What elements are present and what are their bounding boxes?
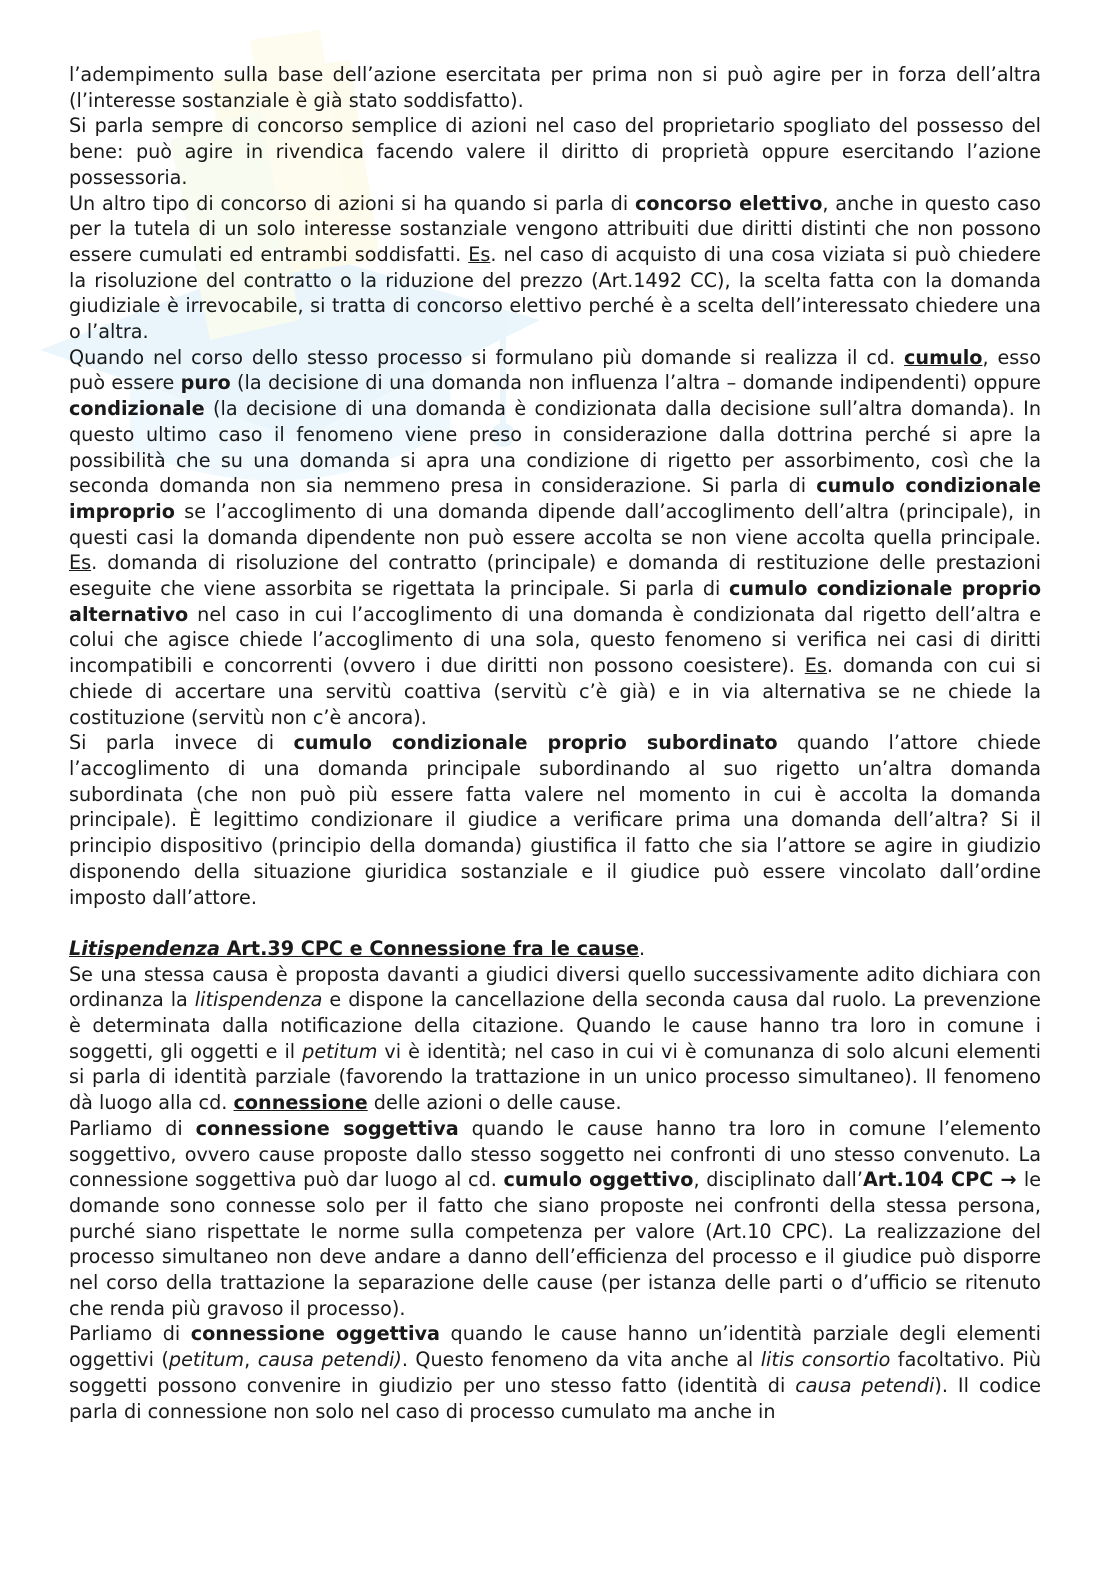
term-connessione-oggettiva: connessione oggettiva <box>190 1322 441 1346</box>
term-cumulo: cumulo <box>904 345 983 369</box>
term-connessione-soggettiva: connessione soggettiva <box>195 1116 459 1140</box>
paragraph-2: Si parla sempre di concorso semplice di azioni nel caso del proprietario spogliato del possesso del bene: può agire in rivendica facendo valere il diritto di proprietà oppure esercitando l’azione possessoria. <box>69 114 1041 189</box>
paragraph-concorso-elettivo: Un altro tipo di concorso di azioni si ha quando si parla di concorso elettivo, anche in questo caso per la tutela di un solo interesse sostanziale vengono attribuiti due diritti distinti che non possono essere cumulati ed entrambi soddisfatti. Es. nel caso di acquisto di una cosa viziata si può chiedere la risoluzione del contratto o la riduzione del prezzo (Art.1492 CC), la scelta fatta con la domanda giudiziale è irrevocabile, si tratta di concorso elettivo perché è a scelta dell’interessato chiedere una o l’altra. <box>69 191 1041 344</box>
document-page <box>69 62 1041 1424</box>
term-art-104-cpc: Art.104 CPC <box>862 1168 994 1192</box>
term-cumulo-condizionale-improprio: cumulo condizionale improprio <box>69 474 1041 523</box>
paragraph-connessione-oggettiva: Parliamo di connessione oggettiva quando le cause hanno un’identità parziale degli elementi oggettivi (petitum, causa petendi). Questo fenomeno da vita anche al litis consortio facoltativo. Più soggetti possono convenire in giudizio per uno stesso fatto (identità di causa petendi). Il codice parla di connessione non solo nel caso di processo cumulato ma anche in <box>69 1322 1042 1423</box>
paragraph-1: l’adempimento sulla base dell’azione esercitata per prima non si può agire per in forza dell’altra (l’interesse sostanziale è già stato soddisfatto). <box>69 63 1041 112</box>
term-cumulo-condizionale-proprio-subordinato: cumulo condizionale proprio subordinato <box>293 731 778 755</box>
term-puro: puro <box>180 371 231 395</box>
section-heading: Litispendenza Art.39 CPC e Connessione fra le cause. <box>69 936 646 960</box>
paragraph-connessione-soggettiva: Parliamo di connessione soggettiva quando le cause hanno tra loro in comune l’elemento soggettivo, ovvero cause proposte dallo stesso soggetto nei confronti di uno stesso convenuto. La connessione soggettiva può dar luogo al cd. cumulo oggettivo, disciplinato dall’Art.104 CPC → le domande sono connesse solo per il fatto che siano proposte nei confronti della stessa persona, purché siano rispettate le norme sulla competenza per valore (Art.10 CPC). La realizzazione del processo simultaneo non deve andare a danno dell’efficienza del processo e il giudice può disporre nel corso della trattazione la separazione delle cause (per istanza delle parti o d’ufficio se ritenuto che renda più gravoso il processo). <box>69 1116 1042 1320</box>
paragraph-cumulo-subordinato: Si parla invece di cumulo condizionale proprio subordinato quando l’attore chiede l’accoglimento di una domanda principale subordinando al suo rigetto un’altra domanda subordinata (che non può più essere fatta valere nel momento in cui è accolta la domanda principale). È legittimo condizionare il giudice a verificare prima una domanda dell’altra? Si il principio dispositivo (principio della domanda) giustifica il fatto che sia l’attore se agire in giudizio disponendo della situazione giuridica sostanziale e il giudice può essere vincolato dall’ordine imposto dall’attore. <box>69 731 1041 909</box>
paragraph-litispendenza: Se una stessa causa è proposta davanti a giudici diversi quello successivamente adito dichiara con ordinanza la litispendenza e dispone la cancellazione della seconda causa dal ruolo. La prevenzione è determinata dalla notificazione della citazione. Quando le cause hanno tra loro in comune i soggetti, gli oggetti e il petitum vi è identità; nel caso in cui vi è comunanza di solo alcuni elementi si parla di identità parziale (favorendo la trattazione in un unico processo simultaneo). Il fenomeno dà luogo alla cd. connessione delle azioni o delle cause. <box>69 962 1041 1115</box>
term-cumulo-oggettivo: cumulo oggettivo <box>503 1168 694 1192</box>
term-petitum: petitum <box>302 1039 378 1063</box>
paragraph-cumulo: Quando nel corso dello stesso processo si formulano più domande si realizza il cd. cumulo, esso può essere puro (la decisione di una domanda non influenza l’altra – domande indipendenti) oppure condizionale (la decisione di una domanda è condizionata dalla decisione sull’altra domanda). In questo ultimo caso il fenomeno viene preso in considerazione dalla dottrina perché si apre la possibilità che su una domanda si apra una condizione di rigetto per assorbimento, così che la seconda domanda non sia nemmeno presa in considerazione. Si parla di cumulo condizionale improprio se l’accoglimento di una domanda dipende dall’accoglimento dell’altra (principale), in questi casi la domanda dipendente non può essere accolta se non viene accolta quella principale. Es. domanda di risoluzione del contratto (principale) e domanda di restituzione delle prestazioni eseguite che viene assorbita se rigettata la principale. Si parla di cumulo condizionale proprio alternativo nel caso in cui l’accoglimento di una domanda è condizionata dal rigetto dell’altra e colui che agisce chiede l’accoglimento di una sola, questo fenomeno si verifica nei casi di diritti incompatibili e concorrenti (ovvero i due diritti non possono coesistere). Es. domanda con cui si chiede di accertare una servitù coattiva (servitù c’è già) e in via alternativa se ne chiede la costituzione (servitù non c’è ancora). <box>69 345 1041 729</box>
example-marker: Es <box>804 654 827 678</box>
example-marker: Es <box>468 242 491 266</box>
term-cumulo-condizionale-proprio-alternativo: cumulo condizionale proprio alternativo <box>69 577 1041 626</box>
term-litispendenza: litispendenza <box>194 988 323 1012</box>
heading-litispendenza: Litispendenza Art.39 CPC e Connessione fra le cause <box>69 936 640 960</box>
arrow-right-icon: → <box>993 1168 1024 1192</box>
term-concorso-elettivo: concorso elettivo <box>634 191 823 215</box>
example-marker: Es <box>69 551 92 575</box>
term-connessione: connessione <box>233 1091 368 1115</box>
term-condizionale: condizionale <box>69 397 205 421</box>
